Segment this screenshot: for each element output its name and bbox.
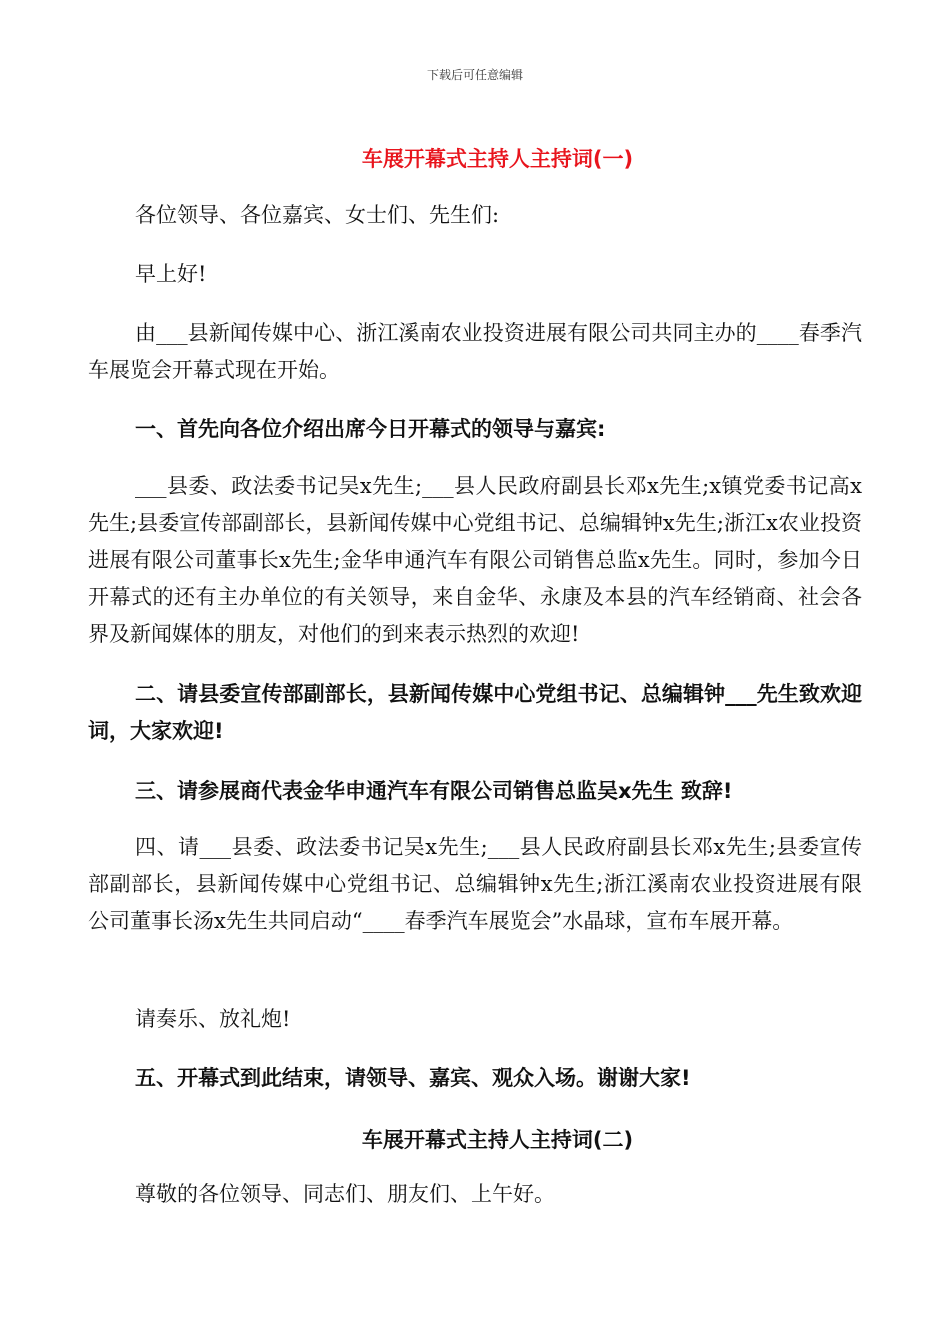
guests-paragraph: ___县委、政法委书记吴x先生;___县人民政府副县长邓x先生;x镇党委书记高x先生;县委宣传部副部长，县新闻传媒中心党组书记、总编辑钟x先生;浙江x农业投资进展有限公司董事长x先生;金华申通汽车有限公司销售总监x先生。同时，参加今日开幕式的还有主办单位的有关领导，来自金华、永康及本县的汽车经销商、社会各界及新闻媒体的朋友，对他们的到来表示热烈的欢迎! (88, 474, 862, 646)
header-note: 下载后可任意编辑 (426, 68, 523, 82)
section-1-heading: 一、首先向各位介绍出席今日开幕式的领导与嘉宾: (135, 417, 606, 441)
opening-paragraph: 由___县新闻传媒中心、浙江溪南农业投资进展有限公司共同主办的____春季汽车展览会开幕式现在开始。 (88, 321, 862, 382)
section-4-paragraph: 四、请___县委、政法委书记吴x先生;___县人民政府副县长邓x先生;县委宣传部副部长，县新闻传媒中心党组书记、总编辑钟x先生;浙江溪南农业投资进展有限公司董事长汤x先生共同启动“____春季汽车展览会”水晶球，宣布车展开幕。 (88, 835, 862, 933)
second-greeting-paragraph: 尊敬的各位领导、同志们、朋友们、上午好。 (135, 1182, 555, 1206)
document-title-2: 车展开幕式主持人主持词(二) (361, 1128, 634, 1152)
section-3-paragraph: 三、请参展商代表金华申通汽车有限公司销售总监吴x先生 致辞! (135, 779, 733, 803)
greeting-paragraph: 各位领导、各位嘉宾、女士们、先生们: (135, 203, 500, 227)
music-paragraph: 请奏乐、放礼炮! (135, 1007, 291, 1031)
good-morning-paragraph: 早上好! (135, 262, 207, 286)
section-2-paragraph: 二、请县委宣传部副部长，县新闻传媒中心党组书记、总编辑钟___先生致欢迎词，大家欢迎! (88, 682, 862, 743)
document-title-1: 车展开幕式主持人主持词(一) (361, 147, 634, 171)
section-5-paragraph: 五、开幕式到此结束，请领导、嘉宾、观众入场。谢谢大家! (135, 1066, 691, 1090)
